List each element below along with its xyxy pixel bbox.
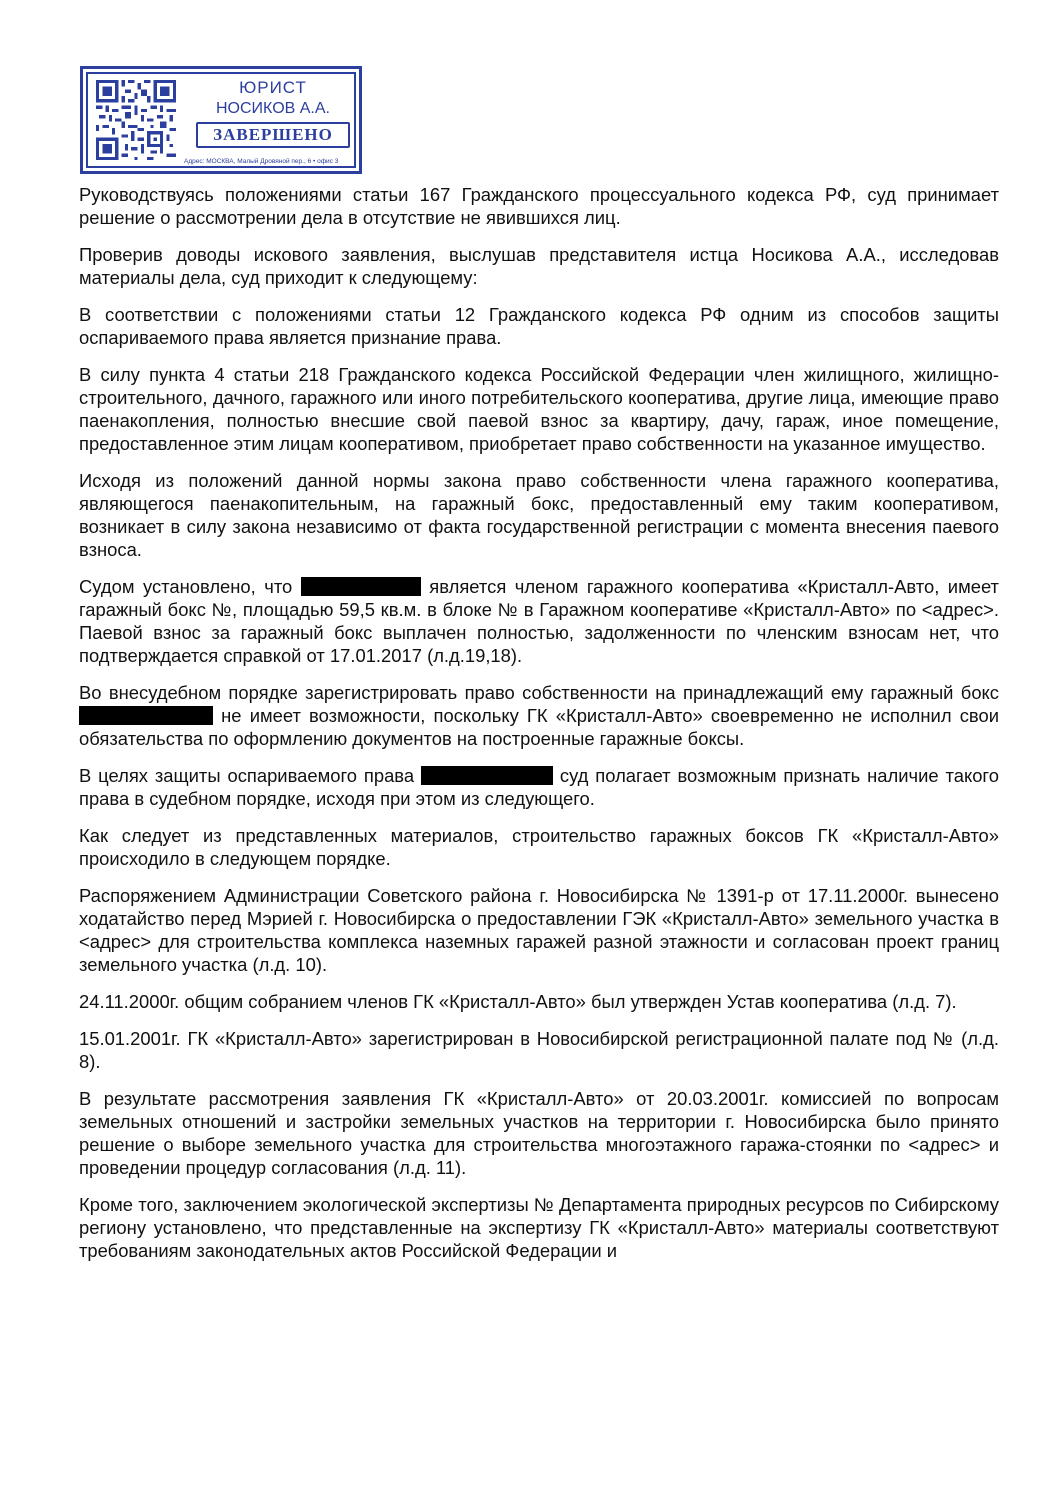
paragraph (79, 681, 999, 750)
stamp-status: ЗАВЕРШЕНО (196, 122, 350, 148)
paragraph: Руководствуясь положениями статьи 167 Гражданского процессуального кодекса РФ, суд принимает решение о рассмотрении дела в отсутствие не явившихся лиц. (79, 184, 999, 228)
redaction-bar (421, 766, 553, 785)
redaction-bar (79, 706, 213, 725)
paragraph: Исходя из положений данной нормы закона право собственности члена гаражного кооператива, являющегося паенакопительным, на гаражный бокс, предоставленный ему таким кооперативом, возникает в силу закона независимо от факта государственной регистрации с момента внесения паевого взноса. (79, 470, 999, 560)
paragraph: В соответствии с положениями статьи 12 Гражданского кодекса РФ одним из способов защиты оспариваемого права является признание права. (79, 304, 999, 348)
paragraph (79, 575, 999, 667)
paragraph: 24.11.2000г. общим собранием членов ГК «Кристалл-Авто» был утвержден Устав кооператива (л.д. 7). (79, 991, 957, 1012)
paragraph: В силу пункта 4 статьи 218 Гражданского кодекса Российской Федерации член жилищного, жилищно-строительного, дачного, гаражного или иного потребительского кооператива, другие лица, имеющие право паенакопления, полностью внесшие свой паевой взнос за квартиру, дачу, гараж, иное помещение, предоставленное этим лицам кооперативом, приобретает право собственности на указанное имущество. (79, 364, 999, 454)
paragraph: Проверив доводы искового заявления, выслушав представителя истца Носикова А.А., исследовав материалы дела, суд приходит к следующему: (79, 244, 999, 288)
paragraph-text: В целях защиты оспариваемого права (79, 765, 415, 786)
paragraph: Кроме того, заключением экологической экспертизы № Департамента природных ресурсов по Сибирскому региону установлено, что представленные на экспертизу ГК «Кристалл-Авто» материалы соответствуют требованиям законодательных актов Российской Федерации и (79, 1194, 999, 1261)
paragraph-text: суд полагает возможным признать наличие такого права в судебном порядке, исходя при этом из следующего. (79, 765, 999, 809)
paragraph-text: является членом гаражного кооператива «Кристалл-Авто, имеет гаражный бокс №, площадью 59,5 кв.м. в блоке № в Гаражном кооперативе «Кристалл-Авто» по <адрес>. Паевой взнос за гаражный бокс выплачен полностью, задолженности по членским взносам нет, что подтверждается справкой от 17.01.2017 (л.д.19,18). (79, 576, 999, 666)
paragraph (79, 764, 999, 810)
paragraph-text: Во внесудебном порядке зарегистрировать право собственности на принадлежащий ему гаражный бокс (79, 682, 999, 703)
qr-code-icon (96, 80, 176, 160)
stamp-name: НОСИКОВ А.А. (216, 100, 330, 117)
lawyer-stamp (80, 66, 362, 174)
document-body (79, 183, 999, 1276)
stamp-address: Адрес: МОСКВА, Малый Дровяной пер., 6 • офис 3 (184, 158, 339, 165)
redaction-bar (301, 577, 421, 596)
stamp-role: ЮРИСТ (239, 78, 307, 97)
paragraph-text: Судом установлено, что (79, 576, 293, 597)
paragraph: Распоряжением Администрации Советского района г. Новосибирска № 1391-р от 17.11.2000г. вынесено ходатайство перед Мэрией г. Новосибирска о предоставлении ГЭК «Кристалл-Авто» земельного участка в <адрес> для строительства комплекса наземных гаражей разной этажности и согласован проект границ земельного участка (л.д. 10). (79, 885, 999, 975)
paragraph: Как следует из представленных материалов, строительство гаражных боксов ГК «Кристалл-Авто» происходило в следующем порядке. (79, 825, 999, 869)
paragraph-text: не имеет возможности, поскольку ГК «Кристалл-Авто» своевременно не исполнил свои обязательства по оформлению документов на построенные гаражные боксы. (79, 705, 999, 749)
stamp-frame (86, 72, 356, 168)
paragraph: В результате рассмотрения заявления ГК «Кристалл-Авто» от 20.03.2001г. комиссией по вопросам земельных отношений и застройки земельных участков на территории г. Новосибирска было принято решение о выборе земельного участка для строительства многоэтажного гаража-стоянки по <адрес> и проведении процедур согласования (л.д. 11). (79, 1088, 999, 1178)
paragraph: 15.01.2001г. ГК «Кристалл-Авто» зарегистрирован в Новосибирской регистрационной палате под № (л.д. 8). (79, 1028, 999, 1072)
